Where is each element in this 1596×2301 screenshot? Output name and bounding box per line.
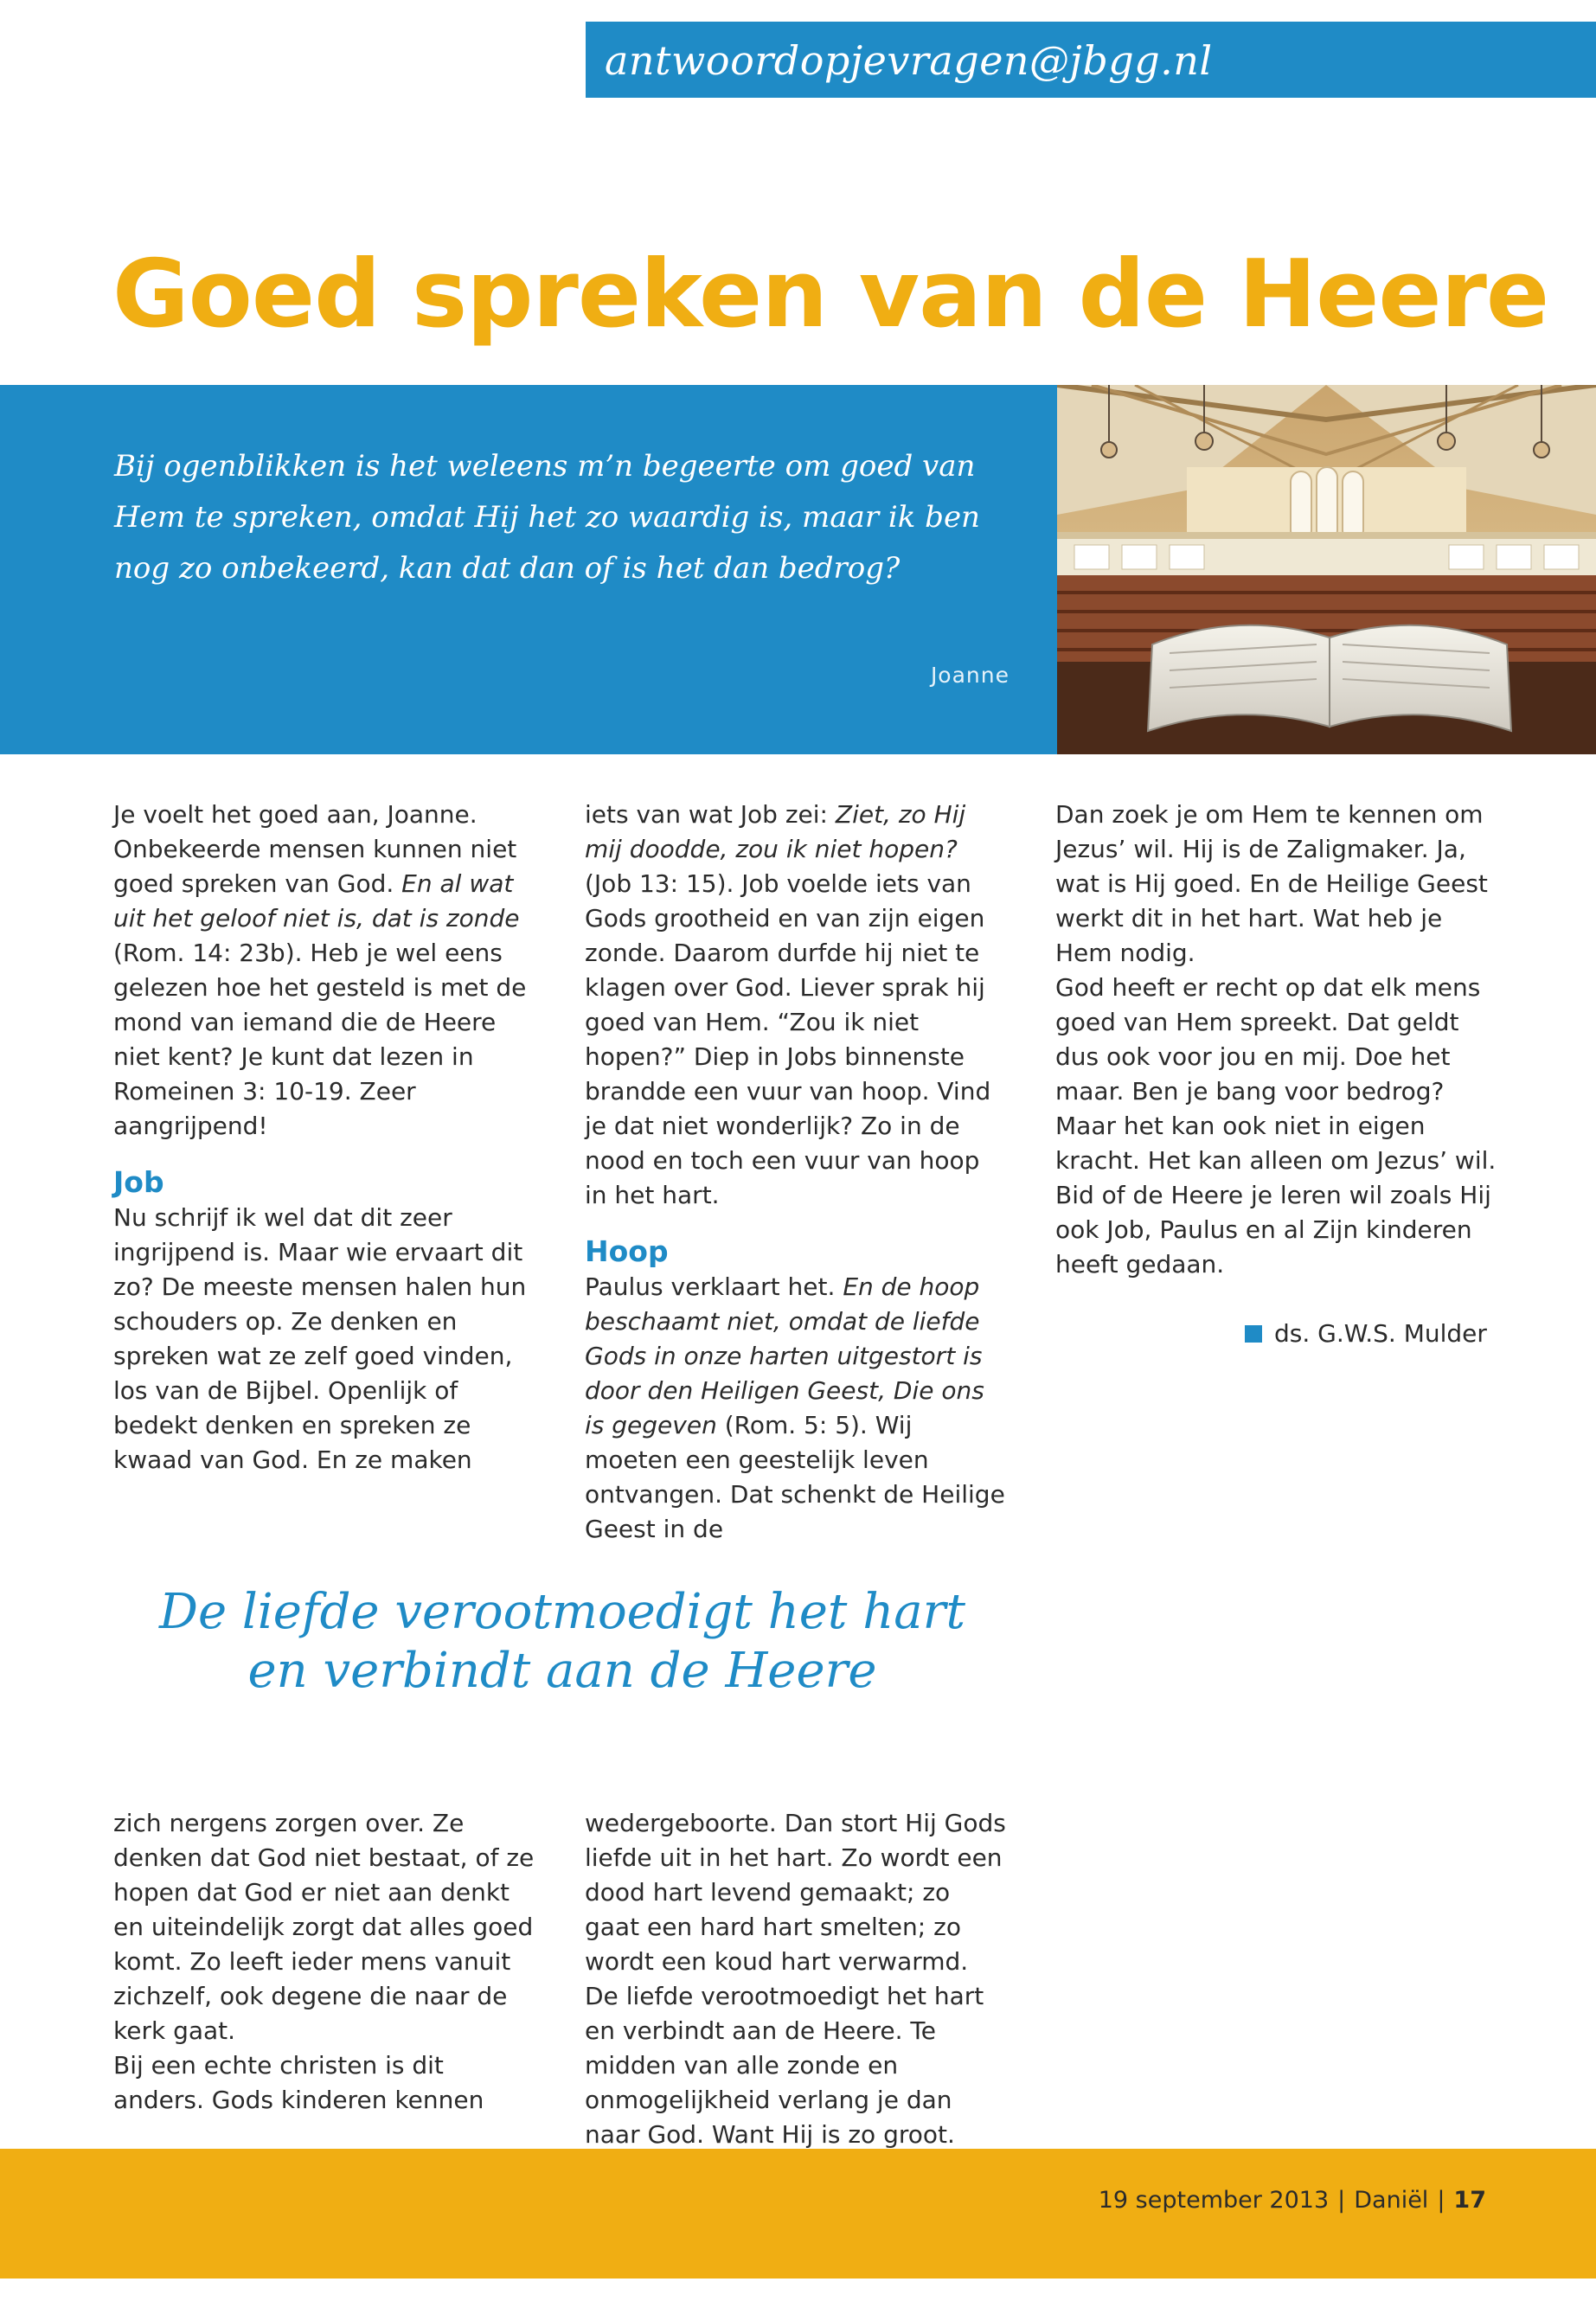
footer-bar <box>0 2149 1596 2279</box>
pull-quote-line-2: en verbindt aan de Heere <box>247 1643 877 1699</box>
article-title: Goed spreken van de Heere <box>112 240 1549 349</box>
section-heading-job: Job <box>113 1165 164 1199</box>
signature-square-icon <box>1245 1325 1262 1343</box>
church-bible-photo <box>1057 385 1596 754</box>
email-banner <box>586 22 1596 98</box>
footer-publication: Daniël <box>1354 2187 1429 2214</box>
article-column-3 <box>1055 798 1505 1282</box>
col3-paragraph-2: God heeft er recht op dat elk mens goed van Hem spreekt. Dat geldt dus ook voor jou en mij. Doe het maar. Ben je bang voor bedrog? Maar het kan ook niet in eigen kracht. Het kan alleen om Jezus’ wil. Bid of de Heere je leren wil zoals Hij ook Job, Paulus en al Zijn kinderen heeft gedaan. <box>1055 973 1497 1279</box>
col1-paragraph-2: Nu schrijf ik wel dat dit zeer ingrijpend is. Maar wie ervaart dit zo? De meeste mensen halen hun schouders op. Ze denken en spreken wat ze zelf goed vinden, los van de Bijbel. Openlijk of bedekt denken en spreken ze kwaad van God. En ze maken <box>113 1203 527 1474</box>
article-column-2 <box>585 798 1009 1547</box>
bottom-col1-paragraph-2: Bij een echte christen is dit anders. Gods kinderen kennen <box>113 2051 484 2114</box>
footer-date: 19 september 2013 <box>1098 2187 1330 2214</box>
question-author: Joanne <box>930 663 1010 688</box>
author-signature: ds. G.W.S. Mulder <box>1245 1319 1487 1348</box>
pull-quote-line-1: De liefde verootmoedigt het hart <box>159 1584 965 1640</box>
bottom-col1-paragraph-1: zich nergens zorgen over. Ze denken dat God niet bestaat, of ze hopen dat God er niet aan denkt en uiteindelijk zorgt dat alles goed komt. Zo leeft ieder mens vanuit zichzelf, ook degene die naar de kerk gaat. <box>113 1809 535 2045</box>
col1-paragraph-1: Je voelt het goed aan, Joanne. Onbekeerde mensen kunnen niet goed spreken van God. En al wat uit het geloof niet is, dat is zonde (Rom. 14: 23b). Heb je wel eens gelezen hoe het gesteld is met de mond van iemand die de Heere niet kent? Je kunt dat lezen in Romeinen 3: 10-19. Zeer aangrijpend! <box>113 800 527 1140</box>
col3-paragraph-1: Dan zoek je om Hem te kennen om Jezus’ wil. Hij is de Zaligmaker. Ja, wat is Hij goed. En de Heilige Geest werkt dit in het hart. Wat heb je Hem nodig. <box>1055 800 1488 967</box>
col2-paragraph-1: iets van wat Job zei: Ziet, zo Hij mij doodde, zou ik niet hopen? (Job 13: 15). Job voelde iets van Gods grootheid en van zijn eigen zonde. Daarom durfde hij niet te klagen over God. Liever sprak hij goed van Hem. “Zou ik niet hopen?” Diep in Jobs binnenste brandde een vuur van hoop. Vind je dat niet wonderlijk? Zo in de nood en toch een vuur van hoop in het hart. <box>585 800 991 1209</box>
reader-question: Bij ogenblikken is het weleens m’n begeerte om goed van Hem te spreken, omdat Hij het zo waardig is, maar ik ben nog zo onbekeerd, kan dat dan of is het dan bedrog? <box>114 449 980 586</box>
contact-email[interactable]: antwoordopjevragen@jbgg.nl <box>605 37 1213 84</box>
bottom-column-1 <box>113 1806 537 2118</box>
article-column-1 <box>113 798 537 1477</box>
page-number: 17 <box>1453 2187 1486 2214</box>
bottom-col2-paragraph-1: wedergeboorte. Dan stort Hij Gods liefde uit in het hart. Zo wordt een dood hart levend gemaakt; zo gaat een hard hart smelten; zo wordt een koud hart verwarmd. De liefde verootmoedigt het hart en verbindt aan de Heere. Te midden van alle zonde en onmogelijkheid verlang je dan naar God. Want Hij is zo groot. <box>585 1809 1006 2149</box>
pull-quote <box>87 1583 1038 1701</box>
footer-separator: | <box>1437 2187 1445 2214</box>
section-heading-hoop: Hoop <box>585 1234 669 1268</box>
bottom-column-2 <box>585 1806 1009 2152</box>
footer-separator: | <box>1337 2187 1346 2214</box>
footer-info <box>1099 2187 1486 2214</box>
col2-paragraph-2: Paulus verklaart het. En de hoop beschaamt niet, omdat de liefde Gods in onze harten uitgestort is door den Heiligen Geest, Die ons is gegeven (Rom. 5: 5). Wij moeten een geestelijk leven ontvangen. Dat schenkt de Heilige Geest in de <box>585 1272 1005 1543</box>
